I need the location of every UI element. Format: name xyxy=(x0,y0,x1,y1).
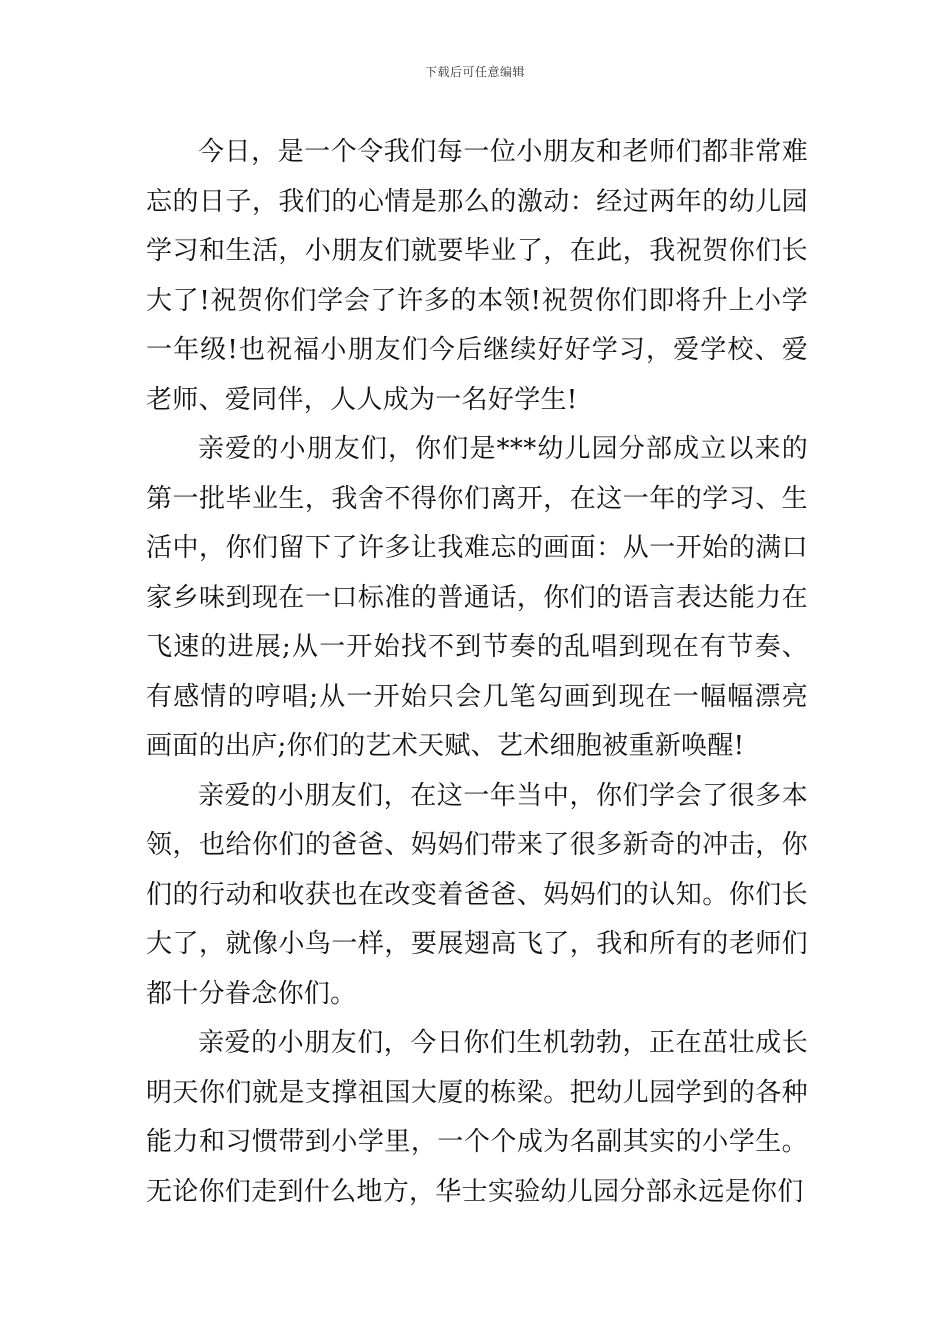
paragraph-4: 亲爱的小朋友们，今日你们生机勃勃，正在茁壮成长明天你们就是支撑祖国大厦的栋梁。把幼儿园学到的各种能力和习惯带到小学里，一个个成为名副其实的小学生。无论你们走到什么地方，华士实验幼儿园分部永远是你们 xyxy=(146,1028,808,1207)
paragraph-2: 亲爱的小朋友们，你们是***幼儿园分部成立以来的第一批毕业生，我舍不得你们离开，在这一年的学习、生活中，你们留下了许多让我难忘的画面：从一开始的满口家乡味到现在一口标准的普通话，你们的语言表达能力在飞速的进展;从一开始找不到节奏的乱唱到现在有节奏、有感情的哼唱;从一开始只会几笔勾画到现在一幅幅漂亮画面的出庐;你们的艺术天赋、艺术细胞被重新唤醒! xyxy=(146,434,808,761)
header-note: 下载后可任意编辑 xyxy=(424,65,525,79)
document-body xyxy=(146,128,808,1217)
paragraph-3: 亲爱的小朋友们，在这一年当中，你们学会了很多本领，也给你们的爸爸、妈妈们带来了很多新奇的冲击，你们的行动和收获也在改变着爸爸、妈妈们的认知。你们长大了，就像小鸟一样，要展翅高飞了，我和所有的老师们都十分眷念你们。 xyxy=(146,780,808,1009)
paragraph-1: 今日，是一个令我们每一位小朋友和老师们都非常难忘的日子，我们的心情是那么的激动：经过两年的幼儿园学习和生活，小朋友们就要毕业了，在此，我祝贺你们长大了!祝贺你们学会了许多的本领!祝贺你们即将升上小学一年级!也祝福小朋友们今后继续好好学习，爱学校、爱老师、爱同伴，人人成为一名好学生! xyxy=(146,137,808,415)
